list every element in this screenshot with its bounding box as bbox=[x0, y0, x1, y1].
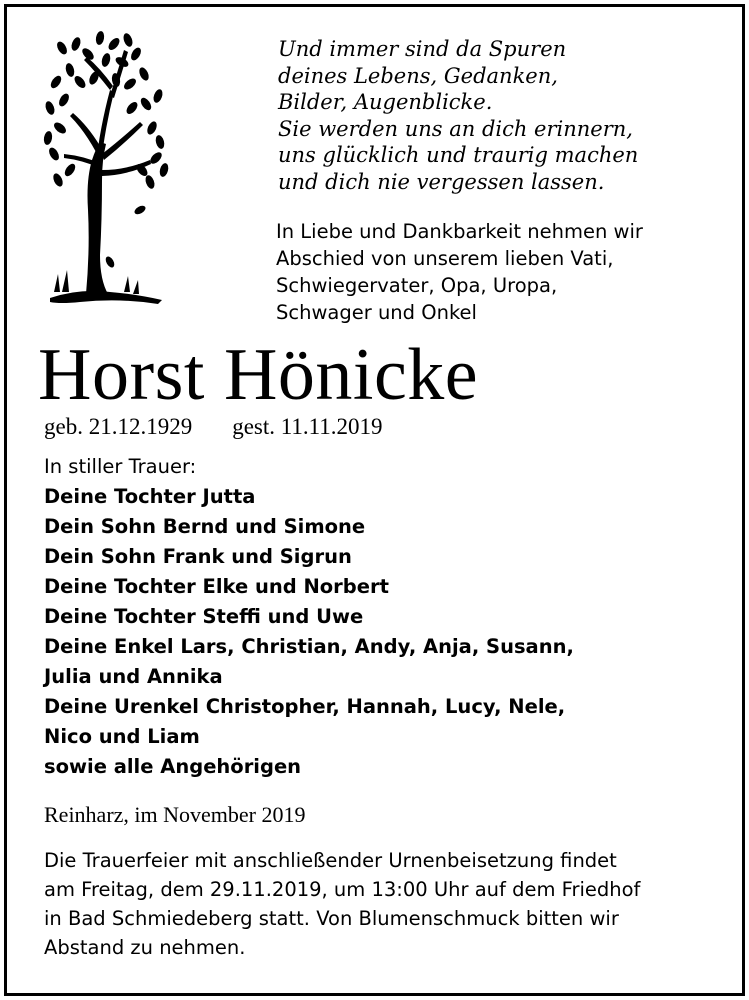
mourner-line: Nico und Liam bbox=[44, 725, 200, 748]
mourner-line: Deine Tochter Jutta bbox=[44, 485, 256, 508]
mourners-intro: In stiller Trauer: bbox=[44, 455, 197, 478]
life-dates bbox=[44, 412, 383, 442]
mourners-list bbox=[44, 452, 574, 782]
service-line: Die Trauerfeier mit anschließender Urnenbeisetzung findet bbox=[44, 849, 617, 872]
poem-line: und dich nie vergessen lassen. bbox=[278, 169, 605, 194]
mourner-line: Julia und Annika bbox=[44, 665, 223, 688]
funeral-service-info bbox=[44, 846, 714, 962]
farewell-intro bbox=[276, 218, 716, 326]
mourner-line: Dein Sohn Frank und Sigrun bbox=[44, 545, 352, 568]
service-line: Abstand zu nehmen. bbox=[44, 936, 246, 959]
poem-line: Bilder, Augenblicke. bbox=[278, 90, 493, 114]
death-date: gest. 11.11.2019 bbox=[232, 414, 383, 439]
intro-line: Schwiegervater, Opa, Uropa, bbox=[276, 274, 558, 297]
deceased-name: Horst Hönicke bbox=[38, 334, 479, 416]
poem-verse bbox=[278, 36, 718, 195]
mourner-line: Deine Enkel Lars, Christian, Andy, Anja, Susann, bbox=[44, 635, 574, 658]
intro-line: Schwager und Onkel bbox=[276, 301, 477, 324]
birth-date: geb. 21.12.1929 bbox=[44, 414, 193, 439]
intro-line: Abschied von unserem lieben Vati, bbox=[276, 247, 614, 270]
poem-line: deines Lebens, Gedanken, bbox=[278, 63, 558, 88]
service-line: am Freitag, dem 29.11.2019, um 13:00 Uhr auf dem Friedhof bbox=[44, 878, 641, 901]
service-line: in Bad Schmiedeberg statt. Von Blumenschmuck bitten wir bbox=[44, 907, 619, 930]
mourner-line: Deine Tochter Steffi und Uwe bbox=[44, 605, 364, 628]
mourner-line: sowie alle Angehörigen bbox=[44, 755, 302, 778]
poem-line: Und immer sind da Spuren bbox=[278, 37, 567, 61]
poem-line: Sie werden uns an dich erinnern, bbox=[278, 116, 633, 141]
intro-line: In Liebe und Dankbarkeit nehmen wir bbox=[276, 220, 643, 243]
tree-icon bbox=[40, 30, 175, 310]
mourner-line: Deine Tochter Elke und Norbert bbox=[44, 575, 389, 598]
place-and-date: Reinharz, im November 2019 bbox=[44, 802, 306, 827]
mourner-line: Dein Sohn Bernd und Simone bbox=[44, 515, 366, 538]
poem-line: uns glücklich und traurig machen bbox=[278, 143, 639, 167]
mourner-line: Deine Urenkel Christopher, Hannah, Lucy, Nele, bbox=[44, 695, 566, 718]
